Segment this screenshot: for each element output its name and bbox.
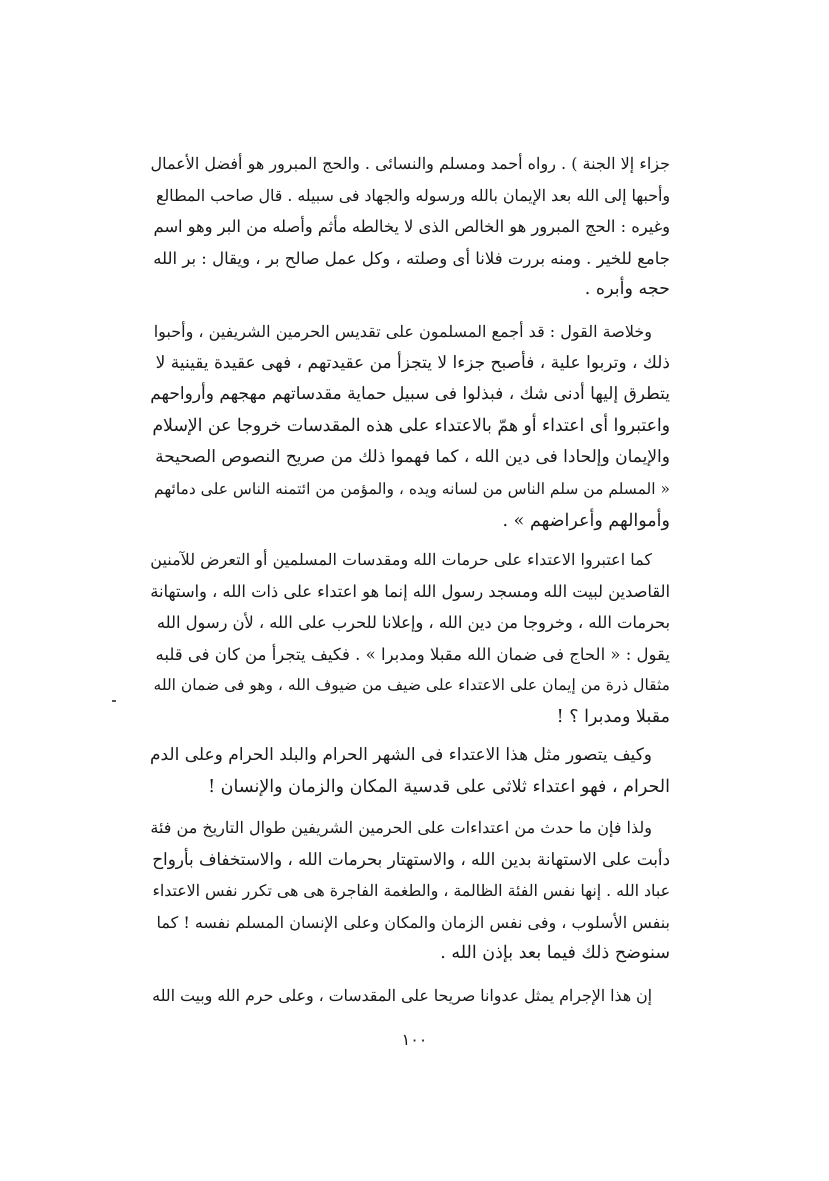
text-line: ولذا فإن ما حدث من اعتداءات على الحرمين الشريفين طوال التاريخ من فئة — [150, 818, 652, 837]
text-line: إن هذا الإجرام يمثل عدوانا صريحا على المقدسات ، وعلى حرم الله وبيت الله — [152, 986, 652, 1005]
text-line: وكيف يتصور مثل هذا الاعتداء فى الشهر الحرام والبلد الحرام وعلى الدم — [149, 745, 652, 765]
text-line: مقبلا ومدبرا ؟ ! — [556, 706, 670, 727]
text-line: وخلاصة القول : قد أجمع المسلمون على تقديس الحرمين الشريفين ، وأحبوا — [153, 322, 652, 341]
body-text — [150, 740, 670, 803]
text-line: وغيره : الحج المبرور هو الخالص الذى لا يخالطه مأثم وأصله من البر وهو اسم — [153, 217, 670, 237]
text-line: وأموالهم وأعراضهم » . — [502, 510, 670, 531]
text-line: يقول : « الحاج فى ضمان الله مقبلا ومدبرا » . فكيف يتجرأ من كان فى قلبه — [155, 644, 670, 664]
body-text — [150, 544, 670, 734]
paragraph-3 — [150, 544, 670, 734]
text-line: ذلك ، وتربوا علية ، فأصبح جزءا لا يتجزأ من عقيدتهم ، فهى عقيدة يقينية لا — [155, 352, 670, 373]
text-line: واعتبروا أى اعتداء أو همّ بالاعتداء على هذه المقدسات خروجا عن الإسلام — [152, 415, 670, 436]
text-line: عباد الله . إنها نفس الفئة الظالمة ، والطغمة الفاجرة هى هى تكرر نفس الاعتداء — [152, 881, 670, 901]
text-line: بحرمات الله ، وخروجا من دين الله ، وإعلانا للحرب على الله ، لأن رسول الله — [156, 613, 670, 633]
paragraph-6 — [150, 980, 670, 1012]
paragraph-4 — [150, 740, 670, 803]
text-line: والإيمان وإلحادا فى دين الله ، كما فهموا ذلك من صريح النصوص الصحيحة — [155, 447, 670, 468]
text-line: القاصدين لبيت الله ومسجد رسول الله إنما هو اعتداء على ذات الله ، واستهانة — [150, 581, 670, 601]
paragraph-1 — [150, 148, 670, 306]
text-line: جزاء إلا الجنة ) . رواه أحمد ومسلم والنسائى . والحج المبرور هو أفضل الأعمال — [150, 154, 670, 173]
text-line: كما اعتبروا الاعتداء على حرمات الله ومقدسات المسلمين أو التعرض للآمنين — [150, 550, 652, 569]
text-line: دأبت على الاستهانة بدين الله ، والاستهتار بحرمات الله ، والاستخفاف بأرواح — [152, 848, 670, 869]
text-line: يتطرق إليها أدنى شك ، فبذلوا فى سبيل حماية مقدساتهم مهجهم وأرواحهم — [150, 384, 670, 405]
text-line: حجه وأبره . — [584, 279, 670, 300]
text-line: « المسلم من سلم الناس من لسانه ويده ، والمؤمن من ائتمنه الناس على دمائهم — [154, 479, 670, 498]
text-line: سنوضح ذلك فيما بعد بإذن الله . — [440, 943, 670, 964]
text-line: جامع للخير . ومنه بررت فلانا أى وصلته ، وكل عمل صالح بر ، ويقال : بر الله — [153, 248, 670, 268]
body-text — [150, 316, 670, 537]
body-text — [150, 980, 670, 1012]
text-line: وأحبها إلى الله بعد الإيمان بالله ورسوله والجهاد فى سبيله . قال صاحب المطالع — [155, 185, 670, 205]
text-line: مثقال ذرة من إيمان على الاعتداء على ضيف من ضيوف الله ، وهو فى ضمان الله — [153, 676, 670, 695]
body-text — [150, 812, 670, 970]
paragraph-2 — [150, 316, 670, 537]
margin-mark — [112, 700, 116, 702]
text-line: بنفس الأسلوب ، وفى نفس الزمان والمكان وعلى الإنسان المسلم نفسه ! كما — [156, 912, 670, 932]
page-number: ١٠٠ — [401, 1030, 428, 1049]
body-text — [150, 148, 670, 306]
text-line: الحرام ، فهو اعتداء ثلاثى على قدسية المكان والزمان والإنسان ! — [208, 776, 670, 797]
paragraph-5 — [150, 812, 670, 970]
